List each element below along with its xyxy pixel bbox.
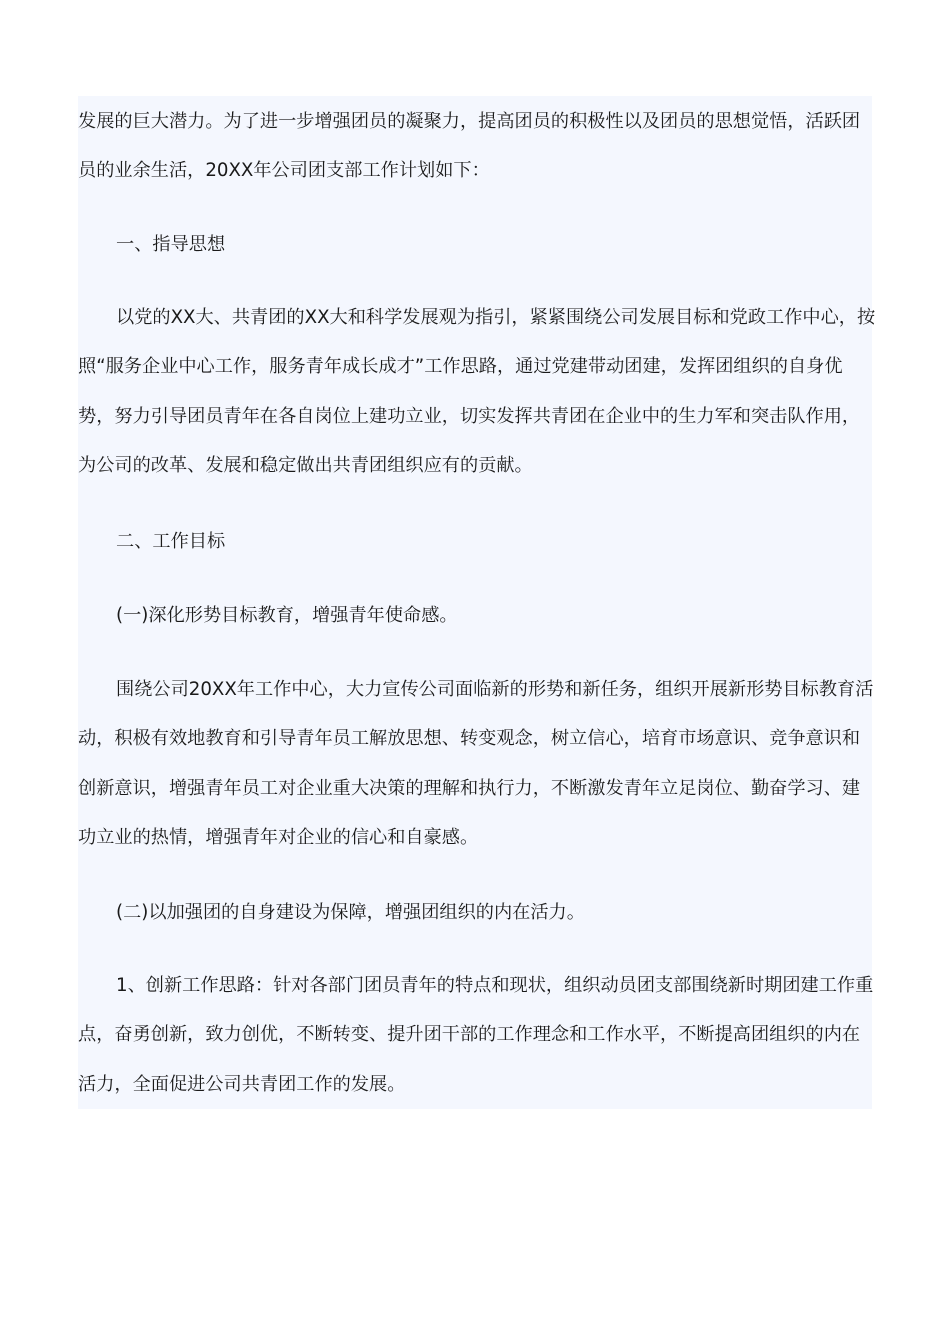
paragraph-intro: 发展的巨大潜力。为了进一步增强团员的凝聚力，提高团员的积极性以及团员的思想觉悟，活跃团员的业余生活，20XX年公司团支部工作计划如下： — [78, 111, 861, 182]
heading-work-goals: 二、工作目标 — [116, 531, 226, 552]
paragraph-goal-1: 围绕公司20XX年工作中心，大力宣传公司面临新的形势和新任务，组织开展新形势目标教育活动，积极有效地教育和引导青年员工解放思想、转变观念，树立信心，培育市场意识、竞争意识和创新意识，增强青年员工对企业重大决策的理解和执行力，不断激发青年立足岗位、勤奋学习、建功立业的热情，增强青年对企业的信心和自豪感。 — [78, 679, 874, 848]
paragraph-innovation: 1、创新工作思路：针对各部门团员青年的特点和现状，组织动员团支部围绕新时期团建工作重点，奋勇创新，致力创优，不断转变、提升团干部的工作理念和工作水平，不断提高团组织的内在活力，全面促进公司共青团工作的发展。 — [78, 975, 874, 1095]
subheading-goal-1: (一)深化形势目标教育，增强青年使命感。 — [116, 605, 458, 626]
heading-guiding-ideology: 一、指导思想 — [116, 234, 226, 255]
subheading-goal-2: (二)以加强团的自身建设为保障，增强团组织的内在活力。 — [116, 902, 585, 923]
paragraph-guiding-ideology: 以党的XX大、共青团的XX大和科学发展观为指引，紧紧围绕公司发展目标和党政工作中心，按照“服务企业中心工作，服务青年成长成才”工作思路，通过党建带动团建，发挥团组织的自身优势，努力引导团员青年在各自岗位上建功立业，切实发挥共青团在企业中的生力军和突击队作用，为公司的改革、发展和稳定做出共青团组织应有的贡献。 — [78, 307, 876, 476]
